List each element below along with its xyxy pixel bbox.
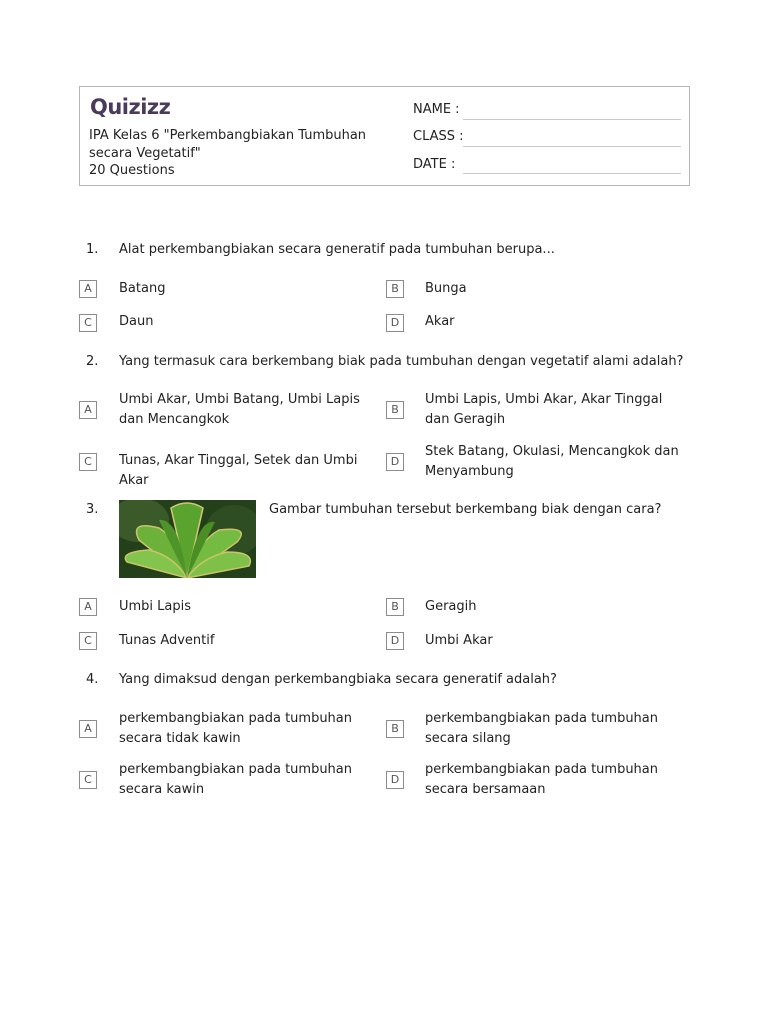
- option-letter-box[interactable]: D: [386, 632, 404, 650]
- option-text: perkembangbiakan pada tumbuhan secara silang: [425, 711, 659, 746]
- option-letter-box[interactable]: A: [79, 598, 97, 616]
- option-letter-box[interactable]: C: [79, 632, 97, 650]
- question-number: 1.: [86, 242, 99, 257]
- date-field[interactable]: [463, 173, 681, 174]
- option-letter-box[interactable]: B: [386, 401, 404, 419]
- option-text: Tunas, Akar Tinggal, Setek dan Umbi Akar: [119, 453, 358, 488]
- question-text: Yang dimaksud dengan perkembangbiaka secara generatif adalah?: [119, 672, 557, 687]
- option-text: perkembangbiakan pada tumbuhan secara tidak kawin: [119, 711, 353, 746]
- option-text: Batang: [119, 281, 166, 296]
- option-text: Umbi Lapis: [119, 599, 192, 614]
- option-letter-box[interactable]: B: [386, 720, 404, 738]
- option-text: Geragih: [425, 599, 477, 614]
- option-text: Akar: [425, 314, 455, 329]
- plant-image: [119, 500, 256, 578]
- option-text: Umbi Lapis, Umbi Akar, Akar Tinggal dan Geragih: [425, 392, 663, 427]
- question-text: Alat perkembangbiakan secara generatif pada tumbuhan berupa...: [119, 242, 555, 257]
- option-letter-box[interactable]: A: [79, 280, 97, 298]
- option-letter-box[interactable]: D: [386, 453, 404, 471]
- question-count: 20 Questions: [89, 163, 175, 178]
- option-text: perkembangbiakan pada tumbuhan secara kawin: [119, 762, 353, 797]
- option-text: Daun: [119, 314, 154, 329]
- class-field[interactable]: [463, 146, 681, 147]
- option-letter-box[interactable]: C: [79, 314, 97, 332]
- name-field[interactable]: [463, 119, 681, 120]
- option-text: Bunga: [425, 281, 467, 296]
- option-letter-box[interactable]: B: [386, 598, 404, 616]
- worksheet-header: [79, 86, 690, 186]
- option-letter-box[interactable]: C: [79, 771, 97, 789]
- question-text: Gambar tumbuhan tersebut berkembang biak dengan cara?: [269, 502, 662, 517]
- question-number: 3.: [86, 502, 99, 517]
- option-letter-box[interactable]: A: [79, 720, 97, 738]
- option-letter-box[interactable]: B: [386, 280, 404, 298]
- class-label: CLASS :: [413, 129, 464, 144]
- question-number: 4.: [86, 672, 99, 687]
- option-letter-box[interactable]: C: [79, 453, 97, 471]
- option-text: Stek Batang, Okulasi, Mencangkok dan Menyambung: [425, 444, 679, 479]
- option-letter-box[interactable]: D: [386, 314, 404, 332]
- option-text: perkembangbiakan pada tumbuhan secara bersamaan: [425, 762, 659, 797]
- option-text: Tunas Adventif: [119, 633, 215, 648]
- quizizz-logo: Quizizz: [90, 95, 171, 119]
- date-label: DATE :: [413, 157, 456, 172]
- option-letter-box[interactable]: A: [79, 401, 97, 419]
- name-label: NAME :: [413, 102, 460, 117]
- quiz-title: IPA Kelas 6 "Perkembangbiakan Tumbuhan secara Vegetatif": [89, 128, 367, 161]
- option-text: Umbi Akar: [425, 633, 493, 648]
- option-letter-box[interactable]: D: [386, 771, 404, 789]
- question-number: 2.: [86, 354, 99, 369]
- option-text: Umbi Akar, Umbi Batang, Umbi Lapis dan Mencangkok: [119, 392, 360, 427]
- question-text: Yang termasuk cara berkembang biak pada tumbuhan dengan vegetatif alami adalah?: [119, 354, 684, 369]
- kalanchoe-plant-icon: [119, 500, 256, 578]
